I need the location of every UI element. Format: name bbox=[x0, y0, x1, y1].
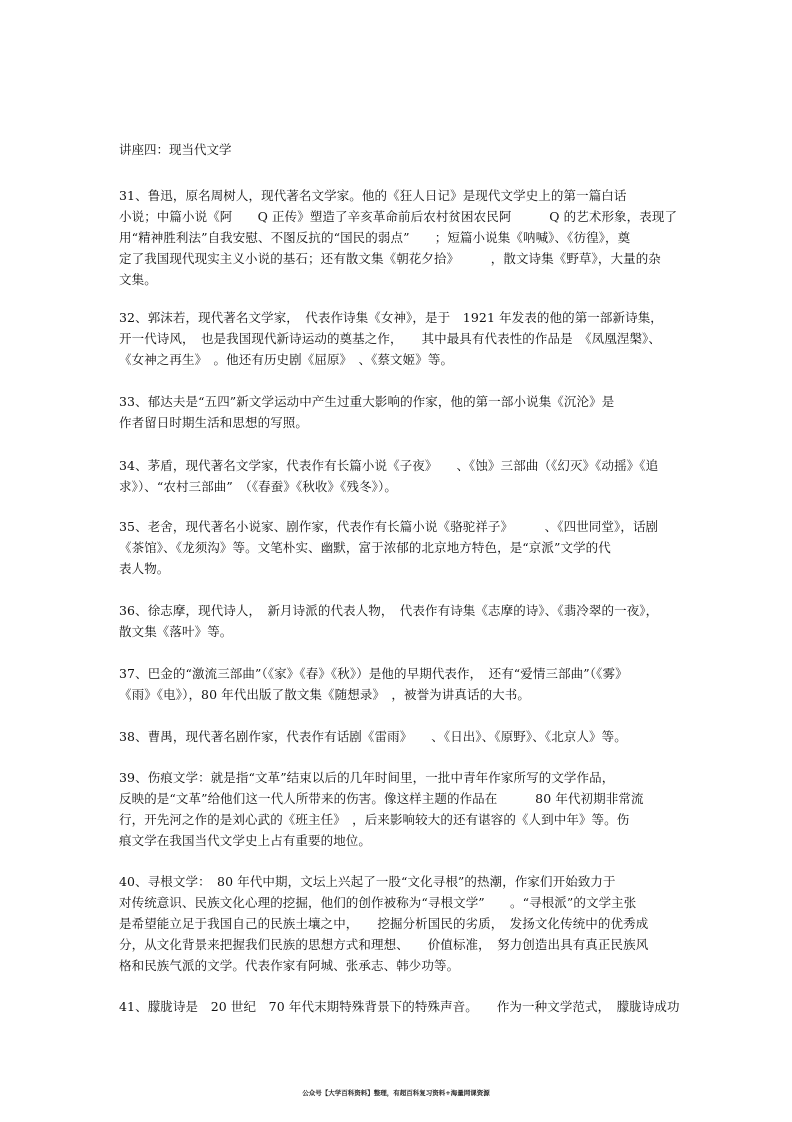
entry-41 bbox=[119, 996, 679, 1017]
entry-line: 《女神之再生》 。他还有历史剧《屈原》 、《蔡文姬》等。 bbox=[119, 352, 454, 367]
entry-line: 38、曹禺，现代著名剧作家，代表作有话剧《雷雨》 、《日出》、《原野》、《北京人》等。 bbox=[119, 729, 627, 744]
entry-line: 格和民族气派的文学。代表作家有阿城、张承志、韩少功等。 bbox=[119, 958, 460, 973]
entry-line: 31、鲁迅，原名周树人，现代著名文学家。他的《狂人日记》是现代文学史上的第一篇白话 bbox=[119, 188, 627, 203]
entry-38 bbox=[119, 726, 679, 747]
entry-line: 《茶馆》、《龙须沟》等。文笔朴实、幽默，富于浓郁的北京地方特色，是“京派”文学的代 bbox=[119, 540, 611, 555]
entry-line: 40、寻根文学： 80 年代中期，文坛上兴起了一股“文化寻根”的热潮，作家们开始致力于 bbox=[119, 874, 616, 889]
entry-line: 对传统意识、民族文化心理的挖掘，他们的创作被称为“寻根文学” 。“寻根派”的文学主张 bbox=[119, 895, 637, 910]
entry-31 bbox=[119, 185, 679, 290]
lecture-heading: 讲座四：现当代文学 bbox=[119, 142, 232, 157]
entry-37 bbox=[119, 663, 679, 705]
entry-line: 《雨》《电》），80 年代出版了散文集《随想录》 ，被誉为讲真话的大书。 bbox=[119, 687, 530, 702]
entry-line: 求》）、“农村三部曲” （《春蚕》《秋收》《残冬》）。 bbox=[119, 479, 397, 494]
entry-39 bbox=[119, 767, 679, 851]
entry-line: 32、郭沫若，现代著名文学家， 代表作诗集《女神》，是于 1921 年发表的他的第一部新诗集， bbox=[119, 310, 663, 325]
entry-line: 33、郁达夫是“五四”新文学运动中产生过重大影响的作家，他的第一部小说集《沉沦》是 bbox=[119, 394, 615, 409]
entry-line: 散文集《落叶》等。 bbox=[119, 624, 233, 639]
entry-line: 是希望能立足于我国自己的民族土壤之中， 挖掘分析国民的劣质， 发扬文化传统中的优秀成 bbox=[119, 916, 649, 931]
entry-40 bbox=[119, 871, 679, 976]
entry-line: 开一代诗风， 也是我国现代新诗运动的奠基之作， 其中最具有代表性的作品是 《凤凰涅槃》、 bbox=[119, 331, 662, 346]
entry-line: 分，从文化背景来把握我们民族的思想方式和理想、 价值标准， 努力创造出具有真正民族风 bbox=[119, 937, 649, 952]
entry-34 bbox=[119, 455, 679, 497]
entry-line: 表人物。 bbox=[119, 561, 170, 576]
entry-line: 作者留日时期生活和思想的写照。 bbox=[119, 415, 309, 430]
entry-33 bbox=[119, 391, 679, 433]
entry-line: 痕文学在我国当代文学史上占有重要的地位。 bbox=[119, 833, 372, 848]
entry-line: 39、伤痕文学：就是指“文革”结束以后的几年时间里，一批中青年作家所写的文学作品， bbox=[119, 770, 615, 785]
entry-line: 小说；中篇小说《阿 Q 正传》塑造了辛亥革命前后农村贫困农民阿 Q 的艺术形象，表现了 bbox=[119, 209, 678, 224]
entry-36 bbox=[119, 600, 679, 642]
entry-line: 37、巴金的“激流三部曲”（《家》《春》《秋》）是他的早期代表作， 还有“爱情三部曲”（《雾》 bbox=[119, 666, 628, 681]
entry-line: 定了我国现代现实主义小说的基石；还有散文集《朝花夕拾》 ，散文诗集《野草》，大量的杂 bbox=[119, 251, 661, 266]
entry-line: 34、茅盾，现代著名文学家，代表作有长篇小说《子夜》 、《蚀》三部曲（《幻灭》《动摇》《追 bbox=[119, 458, 659, 473]
entry-line: 35、老舍，现代著名小说家、剧作家，代表作有长篇小说《骆驼祥子》 、《四世同堂》，话剧 bbox=[119, 519, 659, 534]
footer-note: 公众号【大学百科资料】整理，有超百科复习资料+海量网课资源 bbox=[302, 1089, 490, 1097]
entry-line: 用“精神胜利法”自我安慰、不图反抗的“国民的弱点” ；短篇小说集《呐喊》、《彷徨》，奠 bbox=[119, 230, 631, 245]
entry-line: 文集。 bbox=[119, 272, 157, 287]
entry-32 bbox=[119, 307, 679, 370]
entry-line: 反映的是“文革”给他们这一代人所带来的伤害。像这样主题的作品在 80 年代初期非常流 bbox=[119, 791, 644, 806]
entry-35 bbox=[119, 516, 679, 579]
entry-line: 41、朦胧诗是 20 世纪 70 年代末期特殊背景下的特殊声音。 作为一种文学范式， 朦胧诗成功 bbox=[119, 999, 680, 1014]
entry-line: 36、徐志摩，现代诗人， 新月诗派的代表人物， 代表作有诗集《志摩的诗》、《翡冷翠的一夜》， bbox=[119, 603, 659, 618]
entry-line: 行，开先河之作的是刘心武的《班主任》 ，后来影响较大的还有谌容的《人到中年》等。伤 bbox=[119, 812, 630, 827]
